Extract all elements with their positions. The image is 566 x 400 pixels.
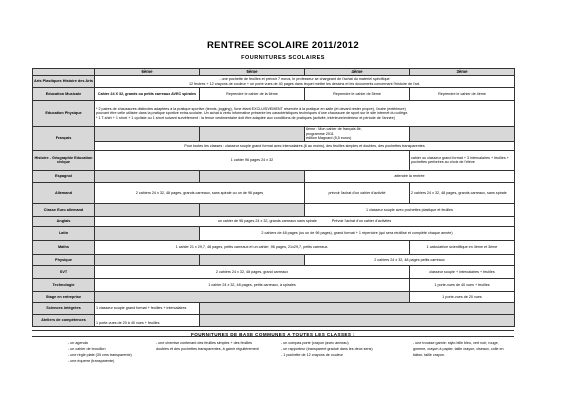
francais-manual-line-1: 6ème : Mon cahier de français 6è,: [306, 127, 362, 131]
table-row: [33, 150, 515, 170]
header-4eme: 4ème: [305, 69, 410, 76]
anglais-note: Prévoir l'achat d'un cahier d'activités: [331, 219, 392, 224]
header-3eme: 3ème: [410, 69, 515, 76]
table-row: [33, 170, 515, 182]
techno-6-5-4: 1 cahier 24 x 32, 48 pages, petits carreaux, à spirales: [95, 278, 410, 291]
common-item: - un rapporteur (transparent gradué dans les deux sens): [281, 346, 373, 351]
common-supplies-columns: [32, 337, 514, 365]
subject-euro: Classe Euro allemand: [33, 203, 95, 216]
francais-6eme-blank: [95, 127, 200, 142]
page-subtitle: FOURNITURES SCOLAIRES: [241, 55, 325, 61]
svt-6-5-4: 2 cahiers 24 x 32, 48 pages, grand carreaux: [95, 265, 410, 278]
physique-6eme-blank: [95, 254, 200, 265]
table-row: [33, 76, 515, 88]
physique-4-3: 2 cahiers 24 x 32, 48 pages petits carreaux: [305, 254, 515, 265]
allemand-3eme: 2 cahiers 24 x 32, 48 pages, grands carreaux, sans spirale: [410, 182, 515, 203]
stage-6-5-4-blank: [95, 291, 410, 302]
subject-histoire: Histoire - Géographie Education civique: [33, 150, 95, 170]
arts-supplies: [95, 76, 515, 88]
physique-5eme-blank: [200, 254, 305, 265]
espagnol-6eme-blank: [95, 170, 200, 182]
musique-5eme: Reprendre le cahier de la 6ème: [200, 88, 305, 101]
eps-line-2: pouvant être celle utilisée dans la pratique sportive extra-scolaire. Un achat à vertu informative présente les caractéristiques techniques d'une chaussure de sport sur le site internet du collège.: [96, 111, 409, 116]
table-row: [33, 240, 515, 254]
subject-francais: Français: [33, 127, 95, 151]
techno-3eme: 1 porte-vues de 40 vues + feuilles: [410, 278, 515, 291]
common-item: - un cahier de brouillon: [68, 346, 106, 351]
subject-espagnol: Espagnol: [33, 170, 95, 182]
francais-4eme-manual: [305, 127, 410, 142]
table-row: [33, 203, 515, 216]
header-6eme: 6ème: [95, 69, 200, 76]
musique-6eme: Cahier 24 X 32, grands ou petits carreaux AVEC spirales: [95, 88, 200, 101]
subject-musique: Education Musicale: [33, 88, 95, 101]
table-row: [33, 88, 515, 101]
subject-allemand: Allemand: [33, 182, 95, 203]
histoire-3eme: cahier ou classeur grand format + 3 intercalaires + feuilles + pochettes perforées au choix de l'élève: [410, 150, 515, 170]
table-row: [33, 226, 515, 240]
francais-3eme-blank: [410, 127, 515, 142]
common-item: - une équerre (transparente): [68, 358, 115, 363]
table-row: [33, 265, 515, 278]
stage-3eme: 1 porte-vues de 20 vues: [410, 291, 515, 302]
musique-3eme: Reprendre le cahier de 4ème: [410, 88, 515, 101]
common-col-1: [32, 341, 132, 365]
sciences-5-4-3-blank: [200, 302, 515, 314]
common-supplies: [32, 330, 514, 365]
common-col-4: [399, 341, 514, 365]
francais-all-classes: Pour toutes les classes : classeur souple grand format avec intercalaires (6 au moins), des feuilles simples et doubles, des pochettes transparentes: [95, 141, 515, 150]
latin-6eme-blank: [95, 226, 200, 240]
subject-svt: SVT: [33, 265, 95, 278]
common-item: - une chemise contenant des feuilles simples + des feuilles doubles et des pochettes transparentes, à garnir régulièrement: [156, 341, 259, 351]
subject-latin: Latin: [33, 226, 95, 240]
francais-5eme-blank: [200, 127, 305, 142]
table-row: [33, 127, 515, 142]
latin-5-4-3: 2 cahiers de 48 pages (ou un de 96 pages), grand format + 1 répertoire (qui sera réutilisé et complété chaque année): [200, 226, 515, 240]
subject-arts: Arts Plastiques Histoire des Arts: [33, 76, 95, 88]
subject-ateliers: Ateliers de compétences: [33, 314, 95, 326]
page-title: RENTREE SCOLAIRE 2011/2012: [207, 40, 359, 51]
table-row: [33, 314, 515, 326]
svt-3eme: classeur souple + intercalaires + feuilles: [410, 265, 515, 278]
espagnol-5eme-blank: [200, 170, 305, 182]
sciences-6eme: 1 classeur souple grand format + feuilles + intercalaires: [95, 302, 200, 314]
eps-line-1: * 2 paires de chaussures distinctes adaptées à la pratique sportive (tennis, jogging), l'une étant EXCLUSIVEMENT réservée à la pratique en salle (et devant rester propre), l'autre (extérieure): [96, 106, 406, 111]
euro-5eme-blank: [200, 203, 305, 216]
arts-line-2: 12 feutres + 12 crayons de couleur + un porte vues de 40 pages dans lequel mettre les dessins et les documents concernant l'histoire de l'art.: [189, 81, 420, 86]
francais-manual-line-2: programme 2011: [306, 131, 334, 136]
ateliers-6eme: 1 porte-vues de 20 à 40 vues + feuilles: [95, 314, 200, 326]
allemand-6-5: 2 cahiers 24 x 32, 48 pages, grands carreaux, sans spirale ou un de 96 pages: [95, 182, 305, 203]
header-5eme: 5ème: [200, 69, 305, 76]
common-item: - un compas porte (crayon (avec anneau): [281, 341, 349, 345]
header-row: [33, 69, 515, 76]
table-row: [33, 101, 515, 127]
allemand-4eme: prévoir l'achat d'un cahier d'activité: [305, 182, 410, 203]
header-blank: [33, 69, 95, 76]
common-item: - un agenda: [68, 341, 88, 345]
table-row: [33, 216, 515, 226]
common-item: - 1 pochette de 12 crayons de couleur: [281, 352, 343, 357]
maths-6-5-4: 1 cahier 21 x 29,7, 48 pages, petits carreaux et un cahier ,96 pages, 21x29,7, petits carreaux.: [95, 240, 410, 254]
ateliers-5-4-3-blank: [200, 314, 515, 326]
table-row: [33, 302, 515, 314]
espagnol-4-3: attendre la rentrée: [305, 170, 515, 182]
common-item: - une trousse garnie: stylo bille bleu, vert noir, rouge, gomme, crayon à papier, taille crayon, ciseaux, colle en bâton, taille crayon.: [413, 341, 504, 357]
musique-4eme: Reprendre le cahier de 5ème: [305, 88, 410, 101]
common-supplies-title: FOURNITURES DE BASE COMMUNES A TOUTES LES CLASSES :: [32, 330, 514, 337]
subject-anglais: Anglais: [33, 216, 95, 226]
table-row: [33, 254, 515, 265]
euro-4-3: 1 classeur souple avec pochettes plastique et feuilles: [305, 203, 515, 216]
eps-supplies: [95, 101, 515, 127]
supplies-table: [32, 68, 515, 327]
table-row: [33, 291, 515, 302]
subject-stage: Stage en entreprise: [33, 291, 95, 302]
arts-line-1: - une pochette de feuilles et prévoir 7 euros, le professeur se chargeant de l'achat du matériel spécifique: [219, 76, 390, 81]
table-row: [33, 278, 515, 291]
subject-maths: Maths: [33, 240, 95, 254]
anglais-notebook: un cahier de 96 pages 24 x 32, grands carreaux sans spirale: [217, 219, 317, 224]
euro-6eme-blank: [95, 203, 200, 216]
anglais-all: [95, 216, 515, 226]
histoire-6-5-4: 1 cahier 96 pages 24 x 32: [95, 150, 410, 170]
common-item: - une règle plate (30 cms transparente): [68, 352, 132, 357]
maths-3eme: 1 calculatrice scientifique en 4ème et 3ème: [410, 240, 515, 254]
subject-sciences: Sciences intégrées: [33, 302, 95, 314]
eps-line-3: * 1 T-shirt + 1 short + 1 cycliste ou 1 short suivant survêtement : la tenue vestimentaire doit être adaptée aux conditions de pratiques (activité, intérieure/extérieur et période de l'année): [96, 115, 395, 120]
francais-manual-line-3: édition Magnard (5,5 euros): [306, 136, 352, 141]
common-col-2: [122, 341, 267, 365]
common-col-3: [267, 341, 399, 365]
table-row: [33, 182, 515, 203]
subject-physique: Physique: [33, 254, 95, 265]
subject-eps: Education Physique: [33, 101, 95, 127]
table-row: [33, 141, 515, 150]
subject-techno: Technologie: [33, 278, 95, 291]
